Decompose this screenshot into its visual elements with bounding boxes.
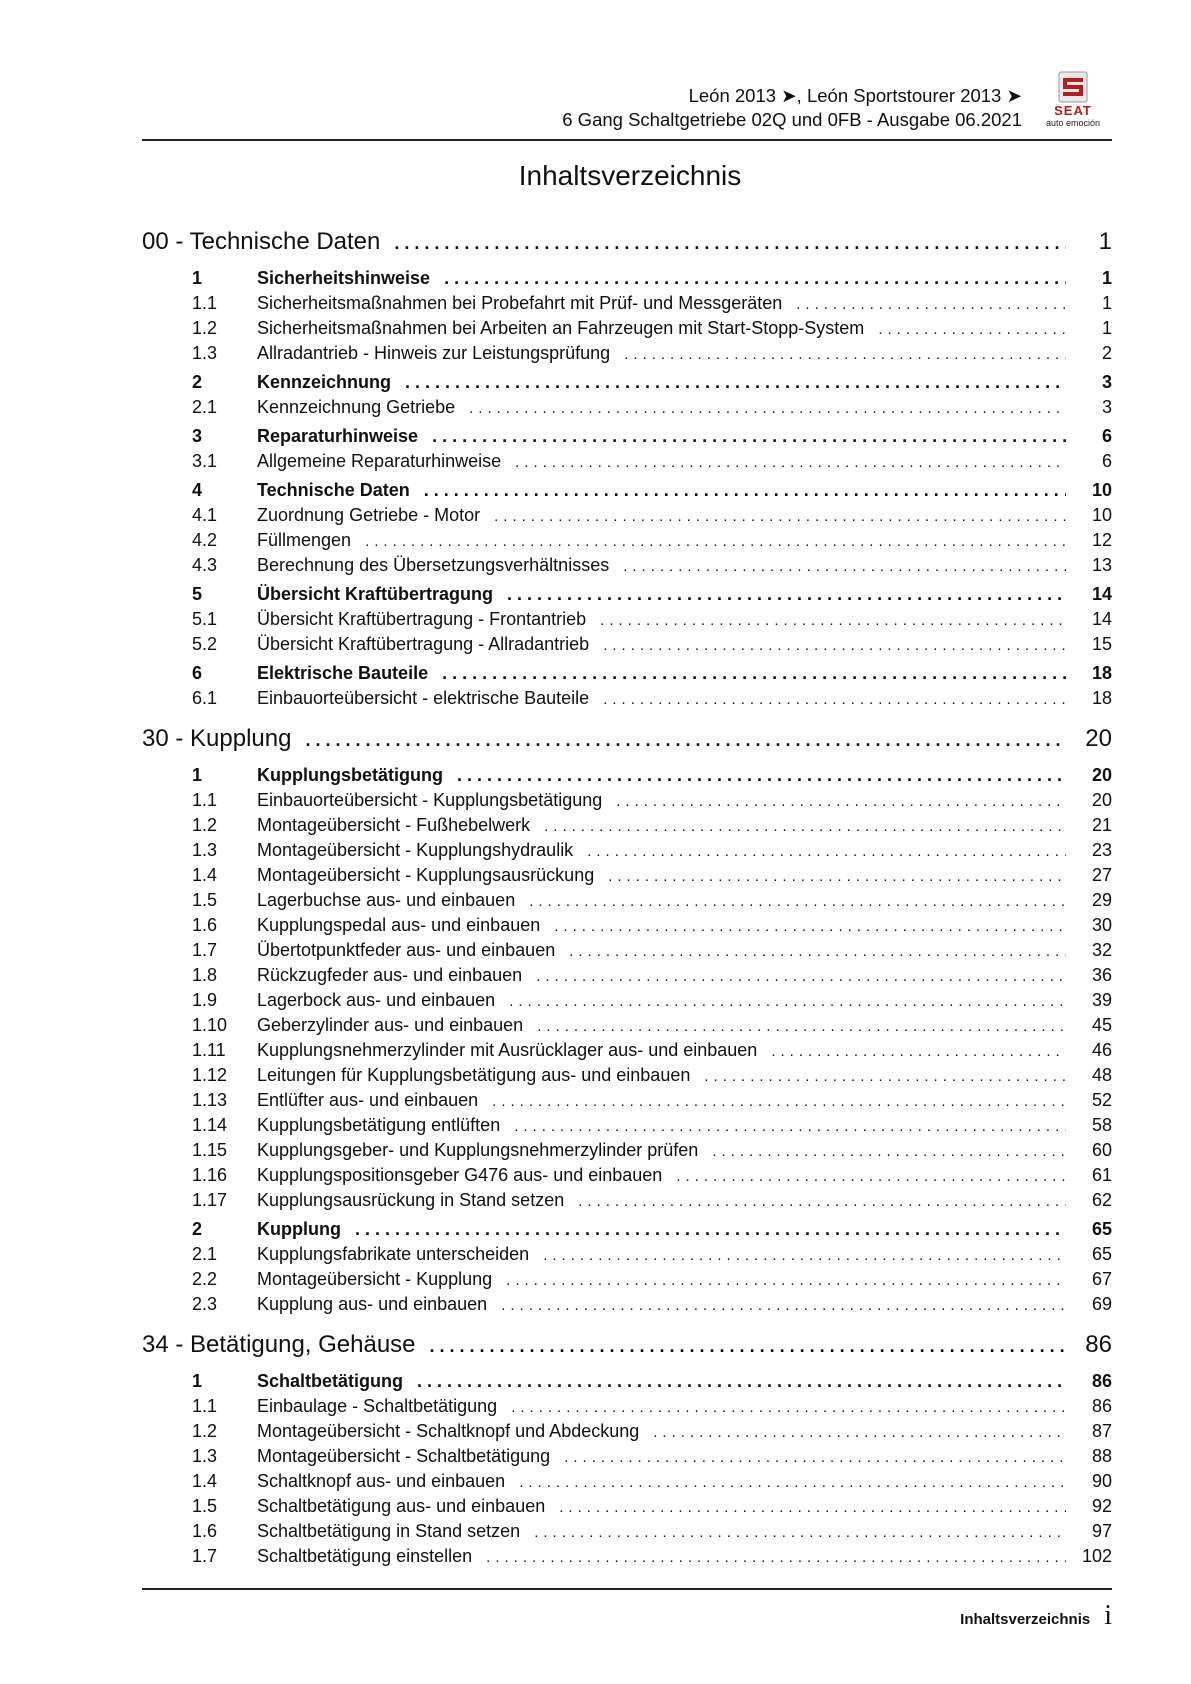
toc-chapter-row[interactable] xyxy=(142,1331,1112,1367)
toc-sub-row[interactable] xyxy=(142,1421,1112,1446)
toc-entry-page: 36 xyxy=(1091,965,1112,985)
toc-entry-page: 90 xyxy=(1091,1471,1112,1491)
toc-entry-title: Übersicht Kraftübertragung - Frontantrieb xyxy=(257,609,587,629)
toc-dot-leader xyxy=(486,1549,1066,1566)
toc-entry-page: 61 xyxy=(1091,1165,1112,1185)
toc-sub-row[interactable] xyxy=(142,965,1112,990)
toc-entry-number: 1.8 xyxy=(192,965,218,985)
toc-chapter-row[interactable] xyxy=(142,725,1112,761)
toc-entry-page: 86 xyxy=(1085,1331,1112,1358)
toc-sub-row[interactable] xyxy=(142,343,1112,368)
toc-entry-page: 67 xyxy=(1091,1269,1112,1289)
toc-entry-title: Kupplungsbetätigung xyxy=(257,765,443,785)
toc-entry-title: Zuordnung Getriebe - Motor xyxy=(257,505,481,525)
toc-entry-title: Entlüfter aus- und einbauen xyxy=(257,1090,479,1110)
toc-sub-row[interactable] xyxy=(142,555,1112,580)
toc-entry-page: 10 xyxy=(1091,480,1112,500)
toc-dot-leader xyxy=(417,1371,1066,1392)
toc-entry-page: 6 xyxy=(1101,426,1112,446)
toc-dot-leader xyxy=(704,1068,1066,1085)
toc-entry-page: 97 xyxy=(1091,1521,1112,1541)
toc-entry-title: Übertotpunktfeder aus- und einbauen xyxy=(257,940,556,960)
toc-dot-leader xyxy=(534,1524,1066,1541)
toc-dot-leader xyxy=(564,1449,1066,1466)
toc-entry-page: 13 xyxy=(1091,555,1112,575)
toc-entry-page: 87 xyxy=(1091,1421,1112,1441)
toc-entry-number: 1.5 xyxy=(192,890,218,910)
toc-entry-title: 30 - Kupplung xyxy=(142,725,292,752)
toc-sub-row[interactable] xyxy=(142,1244,1112,1269)
toc-entry-title: Übersicht Kraftübertragung - Allradantrieb xyxy=(257,634,590,654)
toc-entry-number: 4.1 xyxy=(192,505,218,525)
toc-dot-leader xyxy=(537,1018,1066,1035)
toc-entry-title: Leitungen für Kupplungsbetätigung aus- und einbauen xyxy=(257,1065,691,1085)
toc-sub-row[interactable] xyxy=(142,530,1112,555)
toc-dot-leader xyxy=(514,1118,1066,1135)
toc-entry-number: 1.14 xyxy=(192,1115,228,1135)
toc-dot-leader xyxy=(796,296,1066,313)
toc-entry-number: 1.5 xyxy=(192,1496,218,1516)
toc-entry-number: 1.15 xyxy=(192,1140,228,1160)
page-title: Inhaltsverzeichnis xyxy=(518,160,742,191)
toc-entry-title: Montageübersicht - Kupplung xyxy=(257,1269,493,1289)
toc-entry-number: 5.1 xyxy=(192,609,218,629)
toc-dot-leader xyxy=(305,730,1066,751)
toc-sub-row[interactable] xyxy=(142,1140,1112,1165)
toc-entry-title: Kennzeichnung xyxy=(257,372,391,392)
toc-sub-row[interactable] xyxy=(142,1471,1112,1496)
toc-dot-leader xyxy=(603,691,1066,708)
toc-entry-page: 20 xyxy=(1091,790,1112,810)
toc-sub-row[interactable] xyxy=(142,1546,1112,1571)
toc-entry-page: 30 xyxy=(1091,915,1112,935)
toc-dot-leader xyxy=(469,400,1066,417)
toc-entry-number: 2 xyxy=(192,1219,203,1239)
toc-entry-title: 34 - Betätigung, Gehäuse xyxy=(142,1331,416,1358)
toc-dot-leader xyxy=(424,480,1066,501)
toc-entry-number: 1.6 xyxy=(192,915,218,935)
toc-entry-page: 1 xyxy=(1101,268,1112,288)
toc-dot-leader xyxy=(355,1219,1066,1240)
toc-sub-row[interactable] xyxy=(142,1496,1112,1521)
toc-sub-row[interactable] xyxy=(142,1115,1112,1140)
toc-entry-title: Kupplungspositionsgeber G476 aus- und einbauen xyxy=(257,1165,663,1185)
toc-entry-page: 86 xyxy=(1091,1371,1112,1391)
toc-sub-row[interactable] xyxy=(142,940,1112,965)
toc-entry-title: Füllmengen xyxy=(257,530,352,550)
toc-section-row[interactable] xyxy=(142,765,1112,790)
header-text xyxy=(562,84,1022,132)
toc-entry-number: 1.11 xyxy=(192,1040,226,1060)
toc-entry-title: Montageübersicht - Kupplungsausrückung xyxy=(257,865,595,885)
toc-entry-page: 29 xyxy=(1091,890,1112,910)
toc-entry-page: 39 xyxy=(1091,990,1112,1010)
toc-dot-leader xyxy=(543,1247,1066,1264)
toc-sub-row[interactable] xyxy=(142,990,1112,1015)
toc-dot-leader xyxy=(501,1297,1066,1314)
toc-entry-page: 62 xyxy=(1091,1190,1112,1210)
footer-label: Inhaltsverzeichnis xyxy=(960,1611,1091,1628)
toc-entry-number: 1.1 xyxy=(192,790,218,810)
toc-entry-number: 1.1 xyxy=(192,293,218,313)
toc-sub-row[interactable] xyxy=(142,451,1112,476)
toc-dot-leader xyxy=(608,868,1066,885)
toc-entry-page: 14 xyxy=(1091,609,1112,629)
toc-sub-row[interactable] xyxy=(142,293,1112,318)
toc-entry-page: 69 xyxy=(1091,1294,1112,1314)
toc-entry-title: Lagerbock aus- und einbauen xyxy=(257,990,496,1010)
toc-entry-number: 2.1 xyxy=(192,397,218,417)
toc-entry-title: Kupplung aus- und einbauen xyxy=(257,1294,488,1314)
toc-entry-title: Geberzylinder aus- und einbauen xyxy=(257,1015,524,1035)
toc-dot-leader xyxy=(519,1474,1066,1491)
toc-entry-number: 1.6 xyxy=(192,1521,218,1541)
toc-entry-number: 2.2 xyxy=(192,1269,218,1289)
toc-entry-title: Allradantrieb - Hinweis zur Leistungsprüfung xyxy=(257,343,611,363)
toc-entry-number: 1.2 xyxy=(192,1421,218,1441)
toc-entry-title: Montageübersicht - Kupplungshydraulik xyxy=(257,840,574,860)
toc-entry-title: Montageübersicht - Schaltbetätigung xyxy=(257,1446,551,1466)
toc-section-row[interactable] xyxy=(142,426,1112,451)
toc-entry-title: Einbauorteübersicht - Kupplungsbetätigung xyxy=(257,790,603,810)
toc-entry-number: 1.3 xyxy=(192,840,218,860)
toc-entry-page: 1 xyxy=(1101,293,1112,313)
toc-entry-page: 14 xyxy=(1091,584,1112,604)
toc-dot-leader xyxy=(444,268,1066,289)
toc-sub-row[interactable] xyxy=(142,865,1112,890)
toc-sub-row[interactable] xyxy=(142,1065,1112,1090)
toc-sub-row[interactable] xyxy=(142,915,1112,940)
toc-entry-page: 45 xyxy=(1091,1015,1112,1035)
toc-entry-number: 1 xyxy=(192,268,203,288)
toc-dot-leader xyxy=(569,943,1066,960)
toc-entry-number: 1 xyxy=(192,1371,203,1391)
toc-section-row[interactable] xyxy=(142,372,1112,397)
toc-dot-leader xyxy=(506,1272,1066,1289)
toc-sub-row[interactable] xyxy=(142,840,1112,865)
toc-dot-leader xyxy=(771,1043,1066,1060)
toc-entry-page: 23 xyxy=(1091,840,1112,860)
toc-sub-row[interactable] xyxy=(142,890,1112,915)
toc-entry-title: Einbauorteübersicht - elektrische Bauteile xyxy=(257,688,590,708)
page-footer xyxy=(960,1600,1112,1632)
toc-entry-title: Schaltknopf aus- und einbauen xyxy=(257,1471,506,1491)
toc-entry-title: Übersicht Kraftübertragung xyxy=(257,584,494,604)
toc-entry-title: Schaltbetätigung einstellen xyxy=(257,1546,473,1566)
toc-sub-row[interactable] xyxy=(142,815,1112,840)
toc-entry-title: Kupplungsausrückung in Stand setzen xyxy=(257,1190,565,1210)
toc-entry-page: 46 xyxy=(1091,1040,1112,1060)
toc-entry-number: 1 xyxy=(192,765,203,785)
toc-dot-leader xyxy=(536,968,1066,985)
toc-dot-leader xyxy=(603,637,1066,654)
toc-section-row[interactable] xyxy=(142,1371,1112,1396)
toc-entry-page: 88 xyxy=(1091,1446,1112,1466)
toc-entry-page: 20 xyxy=(1091,765,1112,785)
toc-dot-leader xyxy=(509,993,1066,1010)
toc-entry-number: 3 xyxy=(192,426,203,446)
toc-entry-number: 1.1 xyxy=(192,1396,218,1416)
toc-entry-title: Kupplungsnehmerzylinder mit Ausrücklager aus- und einbauen xyxy=(257,1040,758,1060)
toc-dot-leader xyxy=(878,321,1066,338)
toc-entry-page: 15 xyxy=(1091,634,1112,654)
toc-sub-row[interactable] xyxy=(142,1521,1112,1546)
toc-dot-leader xyxy=(600,612,1066,629)
toc-section-row[interactable] xyxy=(142,480,1112,505)
toc-dot-leader xyxy=(494,508,1066,525)
toc-entry-title: Kupplung xyxy=(257,1219,341,1239)
toc-dot-leader xyxy=(507,584,1066,605)
toc-entry-number: 1.7 xyxy=(192,940,218,960)
toc-entry-number: 1.16 xyxy=(192,1165,228,1185)
toc-entry-title: Kupplungsbetätigung entlüften xyxy=(257,1115,501,1135)
toc-entry-title: Lagerbuchse aus- und einbauen xyxy=(257,890,516,910)
toc-entry-number: 1.4 xyxy=(192,1471,218,1491)
toc-dot-leader xyxy=(623,558,1066,575)
toc-entry-page: 86 xyxy=(1091,1396,1112,1416)
toc-sub-row[interactable] xyxy=(142,1040,1112,1065)
toc-dot-leader xyxy=(544,818,1066,835)
toc-entry-number: 1.2 xyxy=(192,318,218,338)
toc-dot-leader xyxy=(394,233,1066,254)
toc-entry-number: 2.1 xyxy=(192,1244,218,1264)
toc-dot-leader xyxy=(587,843,1066,860)
table-of-contents xyxy=(142,228,1112,1571)
toc-sub-row[interactable] xyxy=(142,634,1112,659)
toc-entry-page: 18 xyxy=(1091,663,1112,683)
toc-sub-row[interactable] xyxy=(142,318,1112,343)
toc-entry-page: 6 xyxy=(1101,451,1112,471)
toc-entry-title: Sicherheitshinweise xyxy=(257,268,431,288)
toc-sub-row[interactable] xyxy=(142,790,1112,815)
toc-dot-leader xyxy=(432,426,1066,447)
toc-entry-number: 1.12 xyxy=(192,1065,228,1085)
toc-entry-title: Allgemeine Reparaturhinweise xyxy=(257,451,502,471)
toc-section-row[interactable] xyxy=(142,584,1112,609)
toc-section-row[interactable] xyxy=(142,268,1112,293)
toc-entry-page: 92 xyxy=(1091,1496,1112,1516)
toc-entry-page: 52 xyxy=(1091,1090,1112,1110)
toc-entry-title: Schaltbetätigung aus- und einbauen xyxy=(257,1496,546,1516)
toc-sub-row[interactable] xyxy=(142,1294,1112,1319)
toc-entry-page: 1 xyxy=(1098,228,1112,255)
toc-dot-leader xyxy=(515,454,1066,471)
toc-entry-number: 4 xyxy=(192,480,203,500)
toc-entry-page: 58 xyxy=(1091,1115,1112,1135)
seat-logo xyxy=(1034,70,1112,134)
toc-sub-row[interactable] xyxy=(142,1190,1112,1215)
toc-dot-leader xyxy=(405,372,1066,393)
toc-entry-number: 3.1 xyxy=(192,451,218,471)
toc-entry-title: Schaltbetätigung in Stand setzen xyxy=(257,1521,521,1541)
toc-dot-leader xyxy=(442,663,1066,684)
toc-entry-number: 1.4 xyxy=(192,865,218,885)
toc-entry-title: Sicherheitsmaßnahmen bei Arbeiten an Fahrzeugen mit Start-Stopp-System xyxy=(257,318,865,338)
toc-entry-page: 102 xyxy=(1081,1546,1112,1566)
toc-entry-page: 32 xyxy=(1091,940,1112,960)
toc-section-row[interactable] xyxy=(142,663,1112,688)
toc-entry-number: 4.2 xyxy=(192,530,218,550)
toc-dot-leader xyxy=(578,1193,1066,1210)
toc-entry-page: 21 xyxy=(1091,815,1112,835)
toc-entry-number: 2.3 xyxy=(192,1294,218,1314)
toc-entry-title: Kennzeichnung Getriebe xyxy=(257,397,456,417)
toc-entry-page: 2 xyxy=(1101,343,1112,363)
toc-entry-number: 5.2 xyxy=(192,634,218,654)
toc-sub-row[interactable] xyxy=(142,1269,1112,1294)
toc-sub-row[interactable] xyxy=(142,688,1112,713)
header-divider xyxy=(142,139,1112,141)
footer-divider xyxy=(142,1588,1112,1590)
toc-sub-row[interactable] xyxy=(142,1090,1112,1115)
toc-entry-title: Reparaturhinweise xyxy=(257,426,419,446)
header-line-1: León 2013 ➤, León Sportstourer 2013 ➤ xyxy=(688,85,1022,106)
toc-entry-page: 18 xyxy=(1091,688,1112,708)
toc-entry-number: 1.7 xyxy=(192,1546,218,1566)
toc-entry-page: 48 xyxy=(1091,1065,1112,1085)
page-header xyxy=(142,84,1112,140)
toc-entry-title: Einbaulage - Schaltbetätigung xyxy=(257,1396,498,1416)
toc-entry-title: Technische Daten xyxy=(257,480,410,500)
toc-entry-page: 65 xyxy=(1091,1244,1112,1264)
toc-sub-row[interactable] xyxy=(142,1015,1112,1040)
toc-dot-leader xyxy=(492,1093,1066,1110)
toc-dot-leader xyxy=(653,1424,1066,1441)
toc-entry-title: Sicherheitsmaßnahmen bei Probefahrt mit Prüf- und Messgeräten xyxy=(257,293,783,313)
toc-entry-title: Kupplungspedal aus- und einbauen xyxy=(257,915,541,935)
toc-entry-page: 65 xyxy=(1091,1219,1112,1239)
toc-entry-number: 5 xyxy=(192,584,203,604)
toc-dot-leader xyxy=(624,346,1066,363)
toc-entry-number: 1.10 xyxy=(192,1015,228,1035)
toc-dot-leader xyxy=(430,1336,1066,1357)
toc-entry-title: Montageübersicht - Schaltknopf und Abdeckung xyxy=(257,1421,640,1441)
toc-entry-number: 1.13 xyxy=(192,1090,228,1110)
header-line-2: 6 Gang Schaltgetriebe 02Q und 0FB - Ausgabe 06.2021 xyxy=(562,109,1022,130)
toc-dot-leader xyxy=(457,765,1066,786)
footer-page-number: i xyxy=(1104,1600,1112,1631)
toc-entry-title: Kupplungsfabrikate unterscheiden xyxy=(257,1244,530,1264)
toc-dot-leader xyxy=(559,1499,1066,1516)
toc-chapter-row[interactable] xyxy=(142,228,1112,264)
toc-sub-row[interactable] xyxy=(142,1446,1112,1471)
toc-entry-number: 1.9 xyxy=(192,990,218,1010)
toc-entry-page: 60 xyxy=(1091,1140,1112,1160)
toc-entry-page: 12 xyxy=(1091,530,1112,550)
toc-entry-page: 10 xyxy=(1091,505,1112,525)
seat-logo-wordmark: SEAT xyxy=(1054,103,1092,118)
toc-entry-number: 6 xyxy=(192,663,203,683)
toc-sub-row[interactable] xyxy=(142,1396,1112,1421)
toc-entry-number: 6.1 xyxy=(192,688,218,708)
toc-dot-leader xyxy=(616,793,1066,810)
toc-entry-number: 1.17 xyxy=(192,1190,228,1210)
toc-entry-title: Elektrische Bauteile xyxy=(257,663,429,683)
toc-entry-title: Schaltbetätigung xyxy=(257,1371,404,1391)
toc-dot-leader xyxy=(676,1168,1066,1185)
toc-entry-title: Berechnung des Übersetzungsverhältnisses xyxy=(257,555,610,575)
toc-entry-page: 3 xyxy=(1101,372,1112,392)
toc-entry-page: 1 xyxy=(1101,318,1112,338)
toc-dot-leader xyxy=(365,533,1066,550)
toc-entry-page: 3 xyxy=(1101,397,1112,417)
toc-entry-number: 1.2 xyxy=(192,815,218,835)
toc-sub-row[interactable] xyxy=(142,397,1112,422)
toc-sub-row[interactable] xyxy=(142,1165,1112,1190)
toc-entry-page: 20 xyxy=(1085,725,1112,752)
seat-logo-tagline: auto emoción xyxy=(1045,118,1101,128)
toc-dot-leader xyxy=(554,918,1066,935)
toc-sub-row[interactable] xyxy=(142,505,1112,530)
toc-entry-number: 2 xyxy=(192,372,203,392)
toc-entry-title: Rückzugfeder aus- und einbauen xyxy=(257,965,523,985)
toc-entry-title: 00 - Technische Daten xyxy=(142,228,381,255)
toc-dot-leader xyxy=(511,1399,1066,1416)
toc-sub-row[interactable] xyxy=(142,609,1112,634)
toc-entry-number: 4.3 xyxy=(192,555,218,575)
toc-entry-page: 27 xyxy=(1091,865,1112,885)
toc-entry-number: 1.3 xyxy=(192,343,218,363)
toc-dot-leader xyxy=(529,893,1066,910)
toc-section-row[interactable] xyxy=(142,1219,1112,1244)
toc-dot-leader xyxy=(712,1143,1066,1160)
toc-entry-title: Montageübersicht - Fußhebelwerk xyxy=(257,815,531,835)
toc-entry-number: 1.3 xyxy=(192,1446,218,1466)
toc-entry-title: Kupplungsgeber- und Kupplungsnehmerzylinder prüfen xyxy=(257,1140,699,1160)
seat-s-emblem xyxy=(1059,72,1087,102)
